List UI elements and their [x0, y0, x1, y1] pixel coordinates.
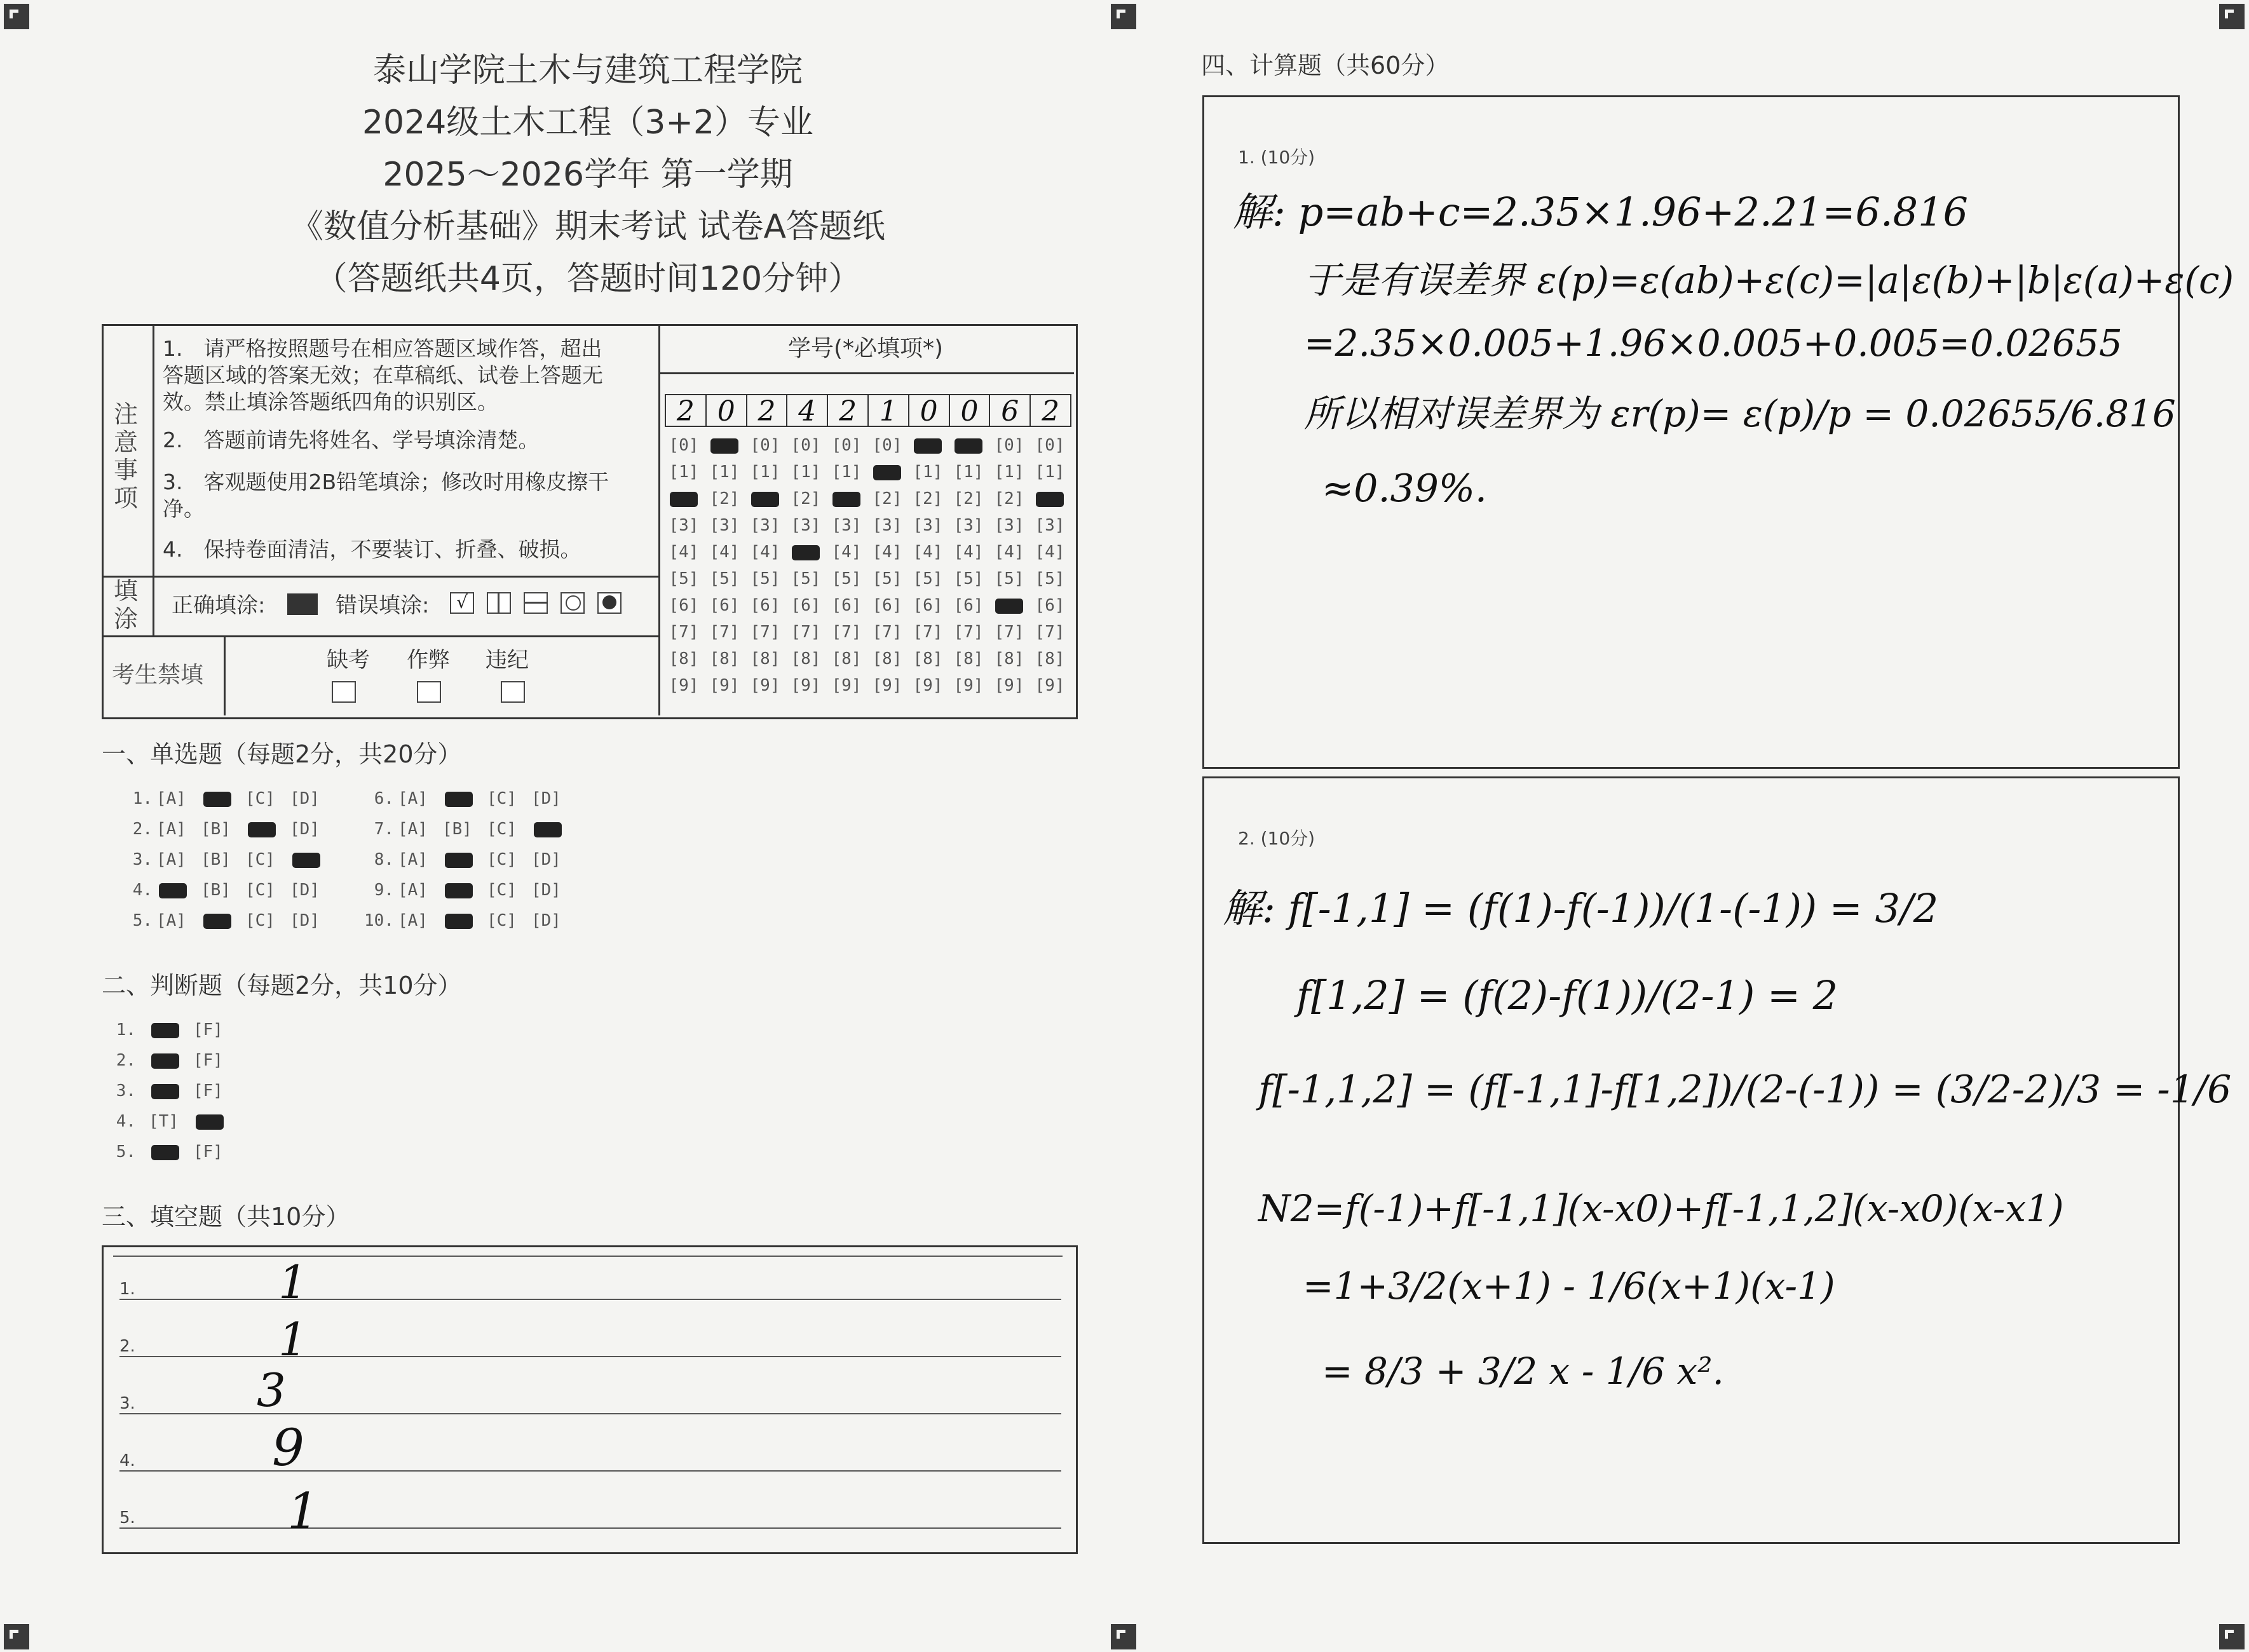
choice-bubble-filled[interactable]: [203, 914, 231, 929]
student-id-bubble-filled[interactable]: [710, 438, 738, 454]
student-id-bubble[interactable]: [6]: [913, 596, 943, 615]
student-id-bubble-filled[interactable]: [873, 465, 901, 480]
student-id-bubble[interactable]: [1]: [994, 463, 1024, 482]
student-id-bubble[interactable]: [5]: [669, 569, 699, 588]
student-id-bubble[interactable]: [4]: [1035, 543, 1065, 562]
student-id-bubble[interactable]: [3]: [831, 516, 862, 535]
student-id-bubble-filled[interactable]: [914, 438, 942, 454]
fill-in-answer-3: 3: [257, 1364, 286, 1417]
choice-bubble[interactable]: [C]: [245, 850, 275, 869]
student-id-bubble[interactable]: [4]: [913, 543, 943, 562]
choice-bubble[interactable]: [A]: [156, 820, 186, 839]
corner-mark-bottom-right: [2219, 1624, 2245, 1649]
choice-bubble[interactable]: [C]: [487, 911, 517, 930]
cheat-label: 作弊: [407, 647, 450, 673]
student-id-bubble[interactable]: [9]: [791, 676, 821, 695]
corner-mark-bottom-left: [4, 1624, 29, 1649]
student-id-bubble[interactable]: [6]: [872, 596, 902, 615]
student-id-bubble[interactable]: [8]: [709, 649, 740, 668]
calc-q1-line-3: =2.35×0.005+1.96×0.005+0.005=0.02655: [1304, 322, 2123, 365]
student-id-bubble[interactable]: [9]: [994, 676, 1024, 695]
student-id-bubble[interactable]: [9]: [1035, 676, 1065, 695]
choice-bubble[interactable]: [C]: [487, 820, 517, 839]
question-number: 5.: [116, 1142, 136, 1161]
absent-checkbox[interactable]: [332, 681, 356, 703]
calc-q2-line-3: f[-1,1,2] = (f[-1,1]-f[1,2])/(2-(-1)) = (3/2-2)/3 = -1/6: [1258, 1067, 2232, 1112]
choice-bubble[interactable]: [C]: [245, 789, 275, 808]
student-id-bubble[interactable]: [4]: [669, 543, 699, 562]
student-id-bubble[interactable]: [2]: [994, 489, 1024, 508]
student-id-bubble[interactable]: [8]: [831, 649, 862, 668]
student-id-bubble[interactable]: [3]: [669, 516, 699, 535]
calc-q2-line-5: =1+3/2(x+1) - 1/6(x+1)(x-1): [1303, 1264, 1835, 1308]
student-id-bubble[interactable]: [3]: [913, 516, 943, 535]
question-number: 10.: [364, 911, 394, 930]
student-id-bubble[interactable]: [0]: [872, 436, 902, 455]
student-id-bubble[interactable]: [2]: [709, 489, 740, 508]
violation-label: 违纪: [486, 647, 529, 673]
student-id-bubble[interactable]: [5]: [872, 569, 902, 588]
student-id-bubble[interactable]: [8]: [669, 649, 699, 668]
choice-bubble[interactable]: [B]: [201, 820, 231, 839]
fill-in-inner-top: [113, 1256, 1063, 1257]
tf-bubble[interactable]: [F]: [193, 1142, 223, 1161]
fill-in-line: [119, 1527, 1061, 1529]
correct-fill-sample: [287, 593, 318, 615]
student-id-bubble[interactable]: [4]: [750, 543, 780, 562]
student-id-bubble[interactable]: [7]: [1035, 623, 1065, 642]
question-number: 8.: [374, 850, 394, 869]
choice-bubble[interactable]: [D]: [531, 881, 561, 900]
corner-mark-bottom-center: [1111, 1624, 1136, 1649]
student-id-bubble[interactable]: [5]: [953, 569, 984, 588]
corner-mark-top-left: [4, 4, 29, 29]
student-id-bubble[interactable]: [2]: [953, 489, 984, 508]
student-id-digit: 4: [787, 395, 828, 426]
student-id-bubble[interactable]: [9]: [709, 676, 740, 695]
divider: [153, 325, 154, 579]
fill-in-answer-5: 1: [287, 1483, 319, 1540]
student-id-bubble[interactable]: [7]: [872, 623, 902, 642]
choice-bubble[interactable]: [D]: [531, 911, 561, 930]
calc-q1-line-5: ≈0.39%.: [1322, 466, 1487, 511]
wrong-fill-bar-sample: [487, 592, 511, 614]
tf-bubble[interactable]: [F]: [193, 1020, 223, 1039]
student-id-bubble[interactable]: [8]: [791, 649, 821, 668]
question-number: 4.: [132, 881, 153, 900]
student-id-label: 学号(*必填项*): [788, 335, 944, 362]
choice-bubble[interactable]: [A]: [398, 820, 428, 839]
student-id-bubble[interactable]: [5]: [791, 569, 821, 588]
section3-title: 三、填空题（共10分）: [102, 1203, 350, 1231]
choice-bubble-filled[interactable]: [248, 822, 276, 837]
correct-fill-label: 正确填涂:: [172, 593, 266, 618]
student-id-bubble[interactable]: [0]: [831, 436, 862, 455]
student-id-bubble-filled[interactable]: [995, 599, 1023, 614]
student-id-bubble-filled[interactable]: [751, 492, 779, 507]
calc-q2-line-1: 解: f[-1,1] = (f(1)-f(-1))/(1-(-1)) = 3/2: [1223, 885, 1939, 931]
fill-in-number: 3.: [119, 1394, 135, 1413]
calc-q1-label: 1. (10分): [1238, 147, 1315, 168]
choice-bubble[interactable]: [A]: [398, 789, 428, 808]
notice-label: 注意事项: [113, 400, 138, 512]
divider: [224, 635, 226, 715]
choice-bubble[interactable]: [C]: [487, 881, 517, 900]
choice-bubble[interactable]: [A]: [398, 881, 428, 900]
choice-bubble-filled[interactable]: [203, 792, 231, 807]
student-id-bubble[interactable]: [2]: [791, 489, 821, 508]
student-id-bubble[interactable]: [2]: [872, 489, 902, 508]
student-id-bubble[interactable]: [5]: [1035, 569, 1065, 588]
choice-bubble-filled[interactable]: [445, 883, 473, 898]
student-id-bubble[interactable]: [3]: [994, 516, 1024, 535]
corner-mark-top-center: [1111, 4, 1136, 29]
student-id-digit: 0: [707, 395, 747, 426]
choice-bubble[interactable]: [A]: [398, 911, 428, 930]
question-number: 5.: [132, 911, 153, 930]
student-id-bubble[interactable]: [7]: [791, 623, 821, 642]
student-id-bubble[interactable]: [7]: [913, 623, 943, 642]
student-id-bubble[interactable]: [6]: [1035, 596, 1065, 615]
calc-q1-line-2: 于是有误差界 ε(p)=ε(ab)+ε(c)=|a|ε(b)+|b|ε(a)+ε(c): [1304, 259, 2234, 302]
question-number: 9.: [374, 881, 394, 900]
student-id-bubble[interactable]: [6]: [831, 596, 862, 615]
student-id-bubble[interactable]: [5]: [750, 569, 780, 588]
notice-item-1: 1. 请严格按照题号在相应答题区域作答，超出答题区域的答案无效；在草稿纸、试卷上答题无效。禁止填涂答题纸四角的识别区。: [163, 336, 603, 414]
choice-bubble[interactable]: [D]: [531, 850, 561, 869]
student-id-bubble[interactable]: [8]: [750, 649, 780, 668]
fill-in-number: 1.: [119, 1280, 135, 1299]
choice-bubble[interactable]: [D]: [290, 881, 320, 900]
student-id-bubble[interactable]: [9]: [750, 676, 780, 695]
wrong-fill-label: 错误填涂:: [336, 593, 430, 618]
student-id-bubble[interactable]: [9]: [872, 676, 902, 695]
fill-in-answer-1: 1: [278, 1256, 308, 1309]
question-number: 3.: [132, 850, 153, 869]
question-number: 2.: [132, 820, 153, 839]
student-id-bubble-filled[interactable]: [955, 438, 982, 454]
wrong-fill-check-sample: √: [450, 592, 474, 614]
student-id-bubble[interactable]: [9]: [913, 676, 943, 695]
student-id-bubble[interactable]: [7]: [994, 623, 1024, 642]
student-id-bubble[interactable]: [5]: [831, 569, 862, 588]
student-id-bubble[interactable]: [4]: [872, 543, 902, 562]
student-id-digit: 1: [869, 395, 909, 426]
exam-title: 《数值分析基础》期末考试 试卷A答题纸: [290, 208, 886, 246]
tf-bubble-filled[interactable]: [196, 1114, 224, 1130]
fill-in-number: 2.: [119, 1337, 135, 1356]
student-id-bubble-filled[interactable]: [832, 492, 860, 507]
school-title: 泰山学院土木与建筑工程学院: [372, 51, 803, 90]
student-id-bubble[interactable]: [8]: [994, 649, 1024, 668]
student-id-bubble[interactable]: [0]: [669, 436, 699, 455]
student-id-bubble[interactable]: [5]: [709, 569, 740, 588]
tf-bubble-filled[interactable]: [151, 1023, 179, 1038]
student-id-bubble[interactable]: [8]: [953, 649, 984, 668]
fill-in-answer-4: 9: [272, 1418, 304, 1477]
student-id-bubble[interactable]: [1]: [1035, 463, 1065, 482]
tf-bubble[interactable]: [T]: [149, 1112, 179, 1131]
notice-item-3: 3. 客观题使用2B铅笔填涂；修改时用橡皮擦干净。: [163, 470, 609, 521]
student-id-bubble[interactable]: [0]: [791, 436, 821, 455]
student-id-bubble[interactable]: [9]: [669, 676, 699, 695]
student-id-digit: 2: [828, 395, 869, 426]
calc-q1-line-4: 所以相对误差界为 εr(p)= ε(p)/p = 0.02655/6.816: [1304, 392, 2176, 435]
choice-bubble[interactable]: [A]: [398, 850, 428, 869]
section2-title: 二、判断题（每题2分，共10分）: [102, 972, 462, 999]
student-id-bubble[interactable]: [0]: [994, 436, 1024, 455]
student-id-bubble[interactable]: [3]: [872, 516, 902, 535]
choice-bubble[interactable]: [B]: [201, 850, 231, 869]
divider: [658, 325, 660, 715]
student-id-bubble[interactable]: [5]: [913, 569, 943, 588]
student-id-bubble[interactable]: [3]: [709, 516, 740, 535]
choice-bubble[interactable]: [C]: [487, 789, 517, 808]
student-id-digit: 2: [747, 395, 788, 426]
student-id-bubble[interactable]: [1]: [669, 463, 699, 482]
student-id-bubble-filled[interactable]: [792, 545, 820, 560]
student-id-bubble[interactable]: [6]: [953, 596, 984, 615]
student-id-digit: 6: [990, 395, 1031, 426]
student-id-bubble[interactable]: [4]: [831, 543, 862, 562]
choice-bubble[interactable]: [C]: [245, 911, 275, 930]
question-number: 1.: [116, 1020, 136, 1039]
student-id-bubble[interactable]: [8]: [872, 649, 902, 668]
choice-bubble[interactable]: [A]: [156, 789, 186, 808]
choice-bubble[interactable]: [C]: [245, 881, 275, 900]
student-id-bubble[interactable]: [6]: [750, 596, 780, 615]
fill-in-line: [119, 1299, 1061, 1300]
divider: [660, 372, 1074, 374]
student-id-bubble[interactable]: [7]: [750, 623, 780, 642]
student-id-bubble[interactable]: [1]: [709, 463, 740, 482]
student-id-bubble[interactable]: [3]: [953, 516, 984, 535]
wrong-fill-dash-sample: [524, 592, 548, 614]
student-id-bubble[interactable]: [7]: [831, 623, 862, 642]
question-number: 1.: [132, 789, 153, 808]
student-id-bubble[interactable]: [6]: [791, 596, 821, 615]
student-id-bubble[interactable]: [6]: [669, 596, 699, 615]
student-id-bubble[interactable]: [0]: [750, 436, 780, 455]
choice-bubble-filled[interactable]: [534, 822, 562, 837]
choice-bubble[interactable]: [B]: [201, 881, 231, 900]
fill-in-number: 4.: [119, 1451, 135, 1470]
student-id-bubble[interactable]: [2]: [913, 489, 943, 508]
student-id-bubble-filled[interactable]: [1036, 492, 1064, 507]
corner-mark-top-right: [2219, 4, 2245, 29]
choice-bubble[interactable]: [C]: [487, 850, 517, 869]
tf-bubble-filled[interactable]: [151, 1145, 179, 1160]
student-id-bubble[interactable]: [3]: [750, 516, 780, 535]
fill-in-line: [119, 1356, 1061, 1357]
student-id-bubble[interactable]: [8]: [913, 649, 943, 668]
section1-title: 一、单选题（每题2分，共20分）: [102, 740, 462, 768]
tf-bubble[interactable]: [F]: [193, 1081, 223, 1100]
student-id-bubble[interactable]: [8]: [1035, 649, 1065, 668]
wrong-fill-dot-sample: [597, 592, 622, 614]
student-id-bubble[interactable]: [3]: [1035, 516, 1065, 535]
question-number: 3.: [116, 1081, 136, 1100]
section4-title: 四、计算题（共60分）: [1201, 51, 1450, 79]
choice-bubble[interactable]: [A]: [156, 850, 186, 869]
absent-label: 缺考: [327, 647, 370, 673]
student-id-digit: 2: [1042, 395, 1060, 428]
divider: [103, 635, 660, 637]
fill-in-box: [102, 1245, 1078, 1554]
choice-bubble[interactable]: [A]: [156, 911, 186, 930]
student-id-bubble-filled[interactable]: [670, 492, 698, 507]
choice-bubble-filled[interactable]: [445, 914, 473, 929]
divider: [153, 576, 154, 637]
student-id-digit: 2: [666, 395, 707, 426]
violation-checkbox[interactable]: [501, 681, 525, 703]
student-id-bubble[interactable]: [9]: [831, 676, 862, 695]
notice-item-2: 2. 答题前请先将姓名、学号填涂清楚。: [163, 428, 540, 452]
student-id-bubble[interactable]: [1]: [953, 463, 984, 482]
tf-bubble-filled[interactable]: [151, 1053, 179, 1069]
student-id-bubble[interactable]: [5]: [994, 569, 1024, 588]
tf-bubble[interactable]: [F]: [193, 1051, 223, 1070]
student-id-digit: 0: [950, 395, 991, 426]
student-id-bubble[interactable]: [1]: [913, 463, 943, 482]
student-id-bubble[interactable]: [7]: [953, 623, 984, 642]
student-id-bubble[interactable]: [7]: [669, 623, 699, 642]
question-number: 2.: [116, 1051, 136, 1070]
choice-bubble-filled[interactable]: [292, 853, 320, 868]
major-title: 2024级土木工程（3+2）专业: [362, 104, 814, 142]
student-id-bubble[interactable]: [9]: [953, 676, 984, 695]
choice-bubble-filled[interactable]: [445, 853, 473, 868]
fill-in-line: [119, 1470, 1061, 1472]
semester-title: 2025～2026学年 第一学期: [383, 156, 793, 194]
exam-info: （答题纸共4页，答题时间120分钟）: [314, 260, 862, 298]
student-id-bubble[interactable]: [1]: [831, 463, 862, 482]
choice-bubble[interactable]: [D]: [290, 820, 320, 839]
choice-bubble-filled[interactable]: [445, 792, 473, 807]
choice-bubble[interactable]: [B]: [442, 820, 472, 839]
student-id-bubble[interactable]: [4]: [953, 543, 984, 562]
tf-bubble-filled[interactable]: [151, 1084, 179, 1099]
student-id-bubble[interactable]: [0]: [1035, 436, 1065, 455]
forbidden-label: 考生禁填: [112, 662, 204, 688]
calc-q1-line-1: 解: p=ab+c=2.35×1.96+2.21=6.816: [1233, 189, 1968, 235]
calc-q2-label: 2. (10分): [1238, 828, 1315, 849]
student-id-digit-boxes: [665, 394, 1071, 427]
wrong-fill-circle-sample: [561, 592, 585, 614]
question-number: 4.: [116, 1112, 136, 1131]
student-id-bubble[interactable]: [6]: [709, 596, 740, 615]
choice-bubble[interactable]: [D]: [531, 789, 561, 808]
student-id-bubble[interactable]: [3]: [791, 516, 821, 535]
notice-item-4: 4. 保持卷面清洁，不要装订、折叠、破损。: [163, 537, 581, 562]
student-id-bubble[interactable]: [7]: [709, 623, 740, 642]
calc-q2-line-2: f[1,2] = (f(2)-f(1))/(2-1) = 2: [1296, 972, 1838, 1019]
student-id-bubble[interactable]: [1]: [791, 463, 821, 482]
question-number: 7.: [374, 820, 394, 839]
student-id-bubble[interactable]: [4]: [709, 543, 740, 562]
calc-q2-line-6: = 8/3 + 3/2 x - 1/6 x².: [1322, 1350, 1724, 1393]
choice-bubble-filled[interactable]: [159, 883, 187, 898]
student-id-bubble[interactable]: [4]: [994, 543, 1024, 562]
fill-in-number: 5.: [119, 1508, 135, 1527]
fill-label: 填涂: [113, 577, 138, 633]
student-id-digit: 0: [909, 395, 950, 426]
calc-q2-line-4: N2=f(-1)+f[-1,1](x-x0)+f[-1,1,2](x-x0)(x-x1): [1258, 1187, 2064, 1230]
cheat-checkbox[interactable]: [417, 681, 441, 703]
student-id-bubble[interactable]: [1]: [750, 463, 780, 482]
choice-bubble[interactable]: [D]: [290, 789, 320, 808]
fill-in-answer-2: 1: [278, 1313, 308, 1366]
question-number: 6.: [374, 789, 394, 808]
divider: [103, 576, 660, 578]
choice-bubble[interactable]: [D]: [290, 911, 320, 930]
